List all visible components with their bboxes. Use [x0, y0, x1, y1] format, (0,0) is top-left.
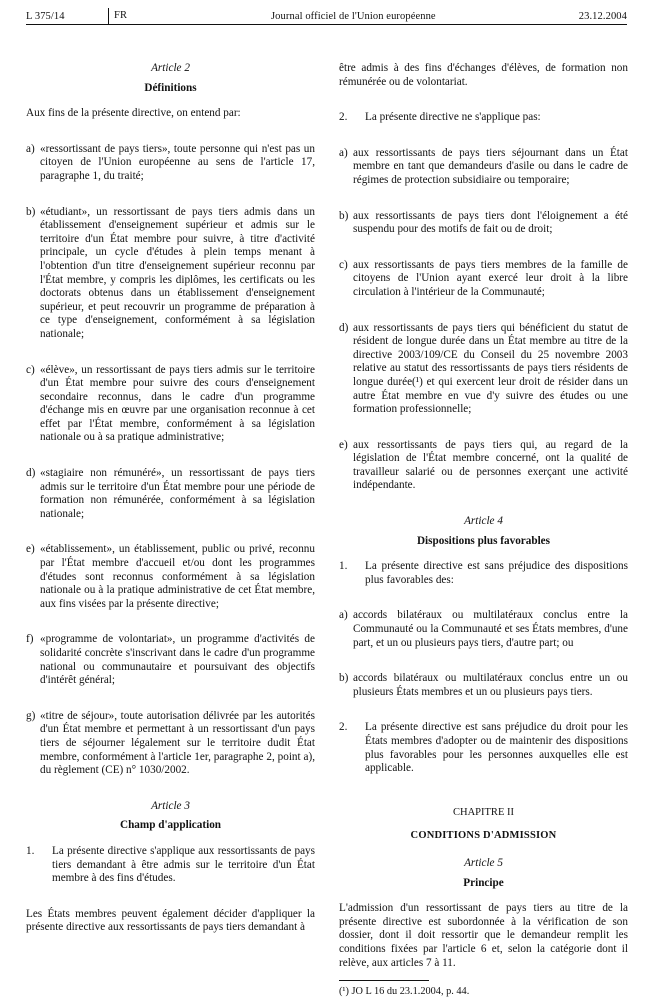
exclusion-item: [339, 147, 628, 188]
article-4-title: Dispositions plus favorables: [416, 534, 551, 547]
paragraph-number: 2.: [339, 111, 348, 124]
item-text: accords bilatéraux ou multilatéraux conclus entre la Communauté ou la Communauté et ses États membres, d'une part, et un ou plusieurs pays tiers, d'autre part; ou: [353, 609, 628, 649]
item-text: «élève», un ressortissant de pays tiers admis sur le territoire d'un État membre pour suivre des cours d'enseignement secondaire reconnus, dans le cadre d'un programme d'échange mis en œuvre par une organisation reconnue à cet effet par l'État membre, conformément à sa législation nationale ou à sa pratique administrative;: [40, 363, 315, 444]
paragraph-text: La présente directive s'applique aux ressortissants de pays tiers demandant à être admis sur le territoire d'un État membre à des fins d'études.: [52, 844, 315, 885]
paragraph-number: 2.: [339, 721, 348, 734]
agreement-item: [339, 609, 628, 650]
right-column: [339, 62, 628, 999]
item-label: f): [26, 633, 34, 646]
item-text: «ressortissant de pays tiers», toute personne qui n'est pas un citoyen de l'Union européenne au sens de l'article 17, paragraphe 1, du traité;: [40, 142, 315, 182]
item-text: accords bilatéraux ou multilatéraux conclus entre un ou plusieurs États membres et un ou plusieurs pays tiers.: [353, 672, 628, 698]
numbered-paragraph: [339, 560, 628, 587]
definition-item: [26, 467, 315, 521]
numbered-paragraph: [26, 845, 315, 886]
item-text: aux ressortissants de pays tiers qui bénéficient du statut de résident de longue durée dans un État membre au titre de la directive 2003/109/CE du Conseil du 25 novembre 2003 relative au statut des ressortissants de pays tiers résidents de longue durée(¹) et qui exercent leur droit de résider dans un autre État membre en vue d'y suivre des études ou une formation professionnelle;: [353, 321, 628, 416]
language-code: FR: [108, 8, 131, 25]
item-text: «stagiaire non rémunéré», un ressortissant de pays tiers admis sur le territoire d'un État membre pour une période de formation non rémunérée, conformément à sa législation nationale;: [40, 467, 315, 520]
chapter-title: CONDITIONS D'ADMISSION: [410, 830, 557, 842]
item-text: «établissement», un établissement, public ou privé, reconnu par l'État membre d'accueil et/ou dont les programmes d'études sont reconnus conformément à sa législation nationale ou à la pratique administrative de cet État membre, aux fins visées par la présente directive;: [40, 543, 315, 610]
article-5-title: Principe: [463, 876, 504, 889]
item-label: a): [339, 609, 348, 622]
article-5-text: L'admission d'un ressortissant de pays tiers au titre de la présente directive est subordonnée à la vérification de son dossier, dont il doit ressortir que le demandeur remplit les conditions fixées par l'article 6 et, selon la catégorie dont il relève, aux articles 7 à 11.: [339, 902, 628, 969]
item-label: g): [26, 709, 36, 722]
paragraph-number: 1.: [339, 560, 348, 573]
exclusion-item: [339, 439, 628, 493]
paragraph-text: La présente directive est sans préjudice du droit pour les États membres d'adopter ou de maintenir des dispositions plus favorables pour les personnes auxquelles elle est applicable.: [365, 721, 628, 775]
footnote: (¹) JO L 16 du 23.1.2004, p. 44.: [339, 986, 470, 998]
definition-item: [26, 143, 315, 184]
item-label: d): [339, 321, 349, 334]
paragraph-text: La présente directive ne s'applique pas:: [365, 111, 541, 124]
agreement-item: [339, 672, 628, 699]
item-text: aux ressortissants de pays tiers séjournant dans un État membre en tant que demandeurs d'asile ou dans le cadre de régimes de protection subsidiaire ou temporaire;: [353, 146, 628, 186]
paragraph-number: 1.: [26, 844, 35, 857]
continuation-paragraph: être admis à des fins d'échanges d'élèves, de formation non rémunérée ou de volontariat.: [339, 62, 628, 88]
item-label: e): [339, 438, 348, 451]
item-label: a): [339, 146, 348, 159]
item-text: aux ressortissants de pays tiers dont l'éloignement a été suspendu pour des motifs de fait ou de droit;: [353, 209, 628, 236]
journal-title: Journal officiel de l'Union européenne: [271, 11, 436, 22]
article-3-paragraph: Les États membres peuvent également décider d'appliquer la présente directive aux ressortissants de pays tiers demandant à: [26, 907, 315, 934]
article-3-title: Champ d'application: [119, 819, 222, 832]
definition-item: [26, 364, 315, 446]
item-text: aux ressortissants de pays tiers membres de la famille de citoyens de l'Union ayant exercé leur droit à la libre circulation à l'intérieur de la Communauté;: [353, 258, 628, 298]
definition-item: [26, 710, 315, 778]
item-label: c): [339, 258, 348, 271]
footnote-rule: [339, 980, 429, 981]
item-label: b): [339, 209, 349, 222]
chapter-label: CHAPITRE II: [453, 806, 514, 818]
item-text: «titre de séjour», toute autorisation délivrée par les autorités d'un État membre et permettant à un ressortissant d'un pays tiers de séjourner légalement sur le territoire dudit État membre, conformément à l'article 1er, paragraphe 2, point a), du règlement (CE) n° 1030/2002.: [40, 709, 315, 777]
numbered-paragraph: [339, 721, 628, 775]
item-text: «étudiant», un ressortissant de pays tiers admis dans un établissement d'enseignement supérieur et admis sur le territoire d'un État membre pour suivre, à titre d'activité principale, un cycle d'études à plein temps menant à l'obtention d'un titre d'enseignement supérieur reconnu par l'État membre, y compris les diplômes, les certificats ou les doctorats obtenus dans un établissement d'enseignement supérieur, et peut recouvrir un programme de préparation à ce type d'enseignement, conformément à sa législation nationale;: [40, 205, 315, 340]
exclusion-item: [339, 322, 628, 417]
numbered-paragraph: [339, 111, 628, 125]
left-column: [26, 62, 315, 935]
article-2-title: Définitions: [144, 81, 197, 94]
article-4-label: Article 4: [464, 515, 503, 528]
item-label: b): [339, 672, 349, 685]
exclusion-item: [339, 210, 628, 237]
header-rule: [26, 24, 627, 25]
item-text: «programme de volontariat», un programme d'activités de solidarité concrète s'inscrivant dans le cadre d'un programme national ou communautaire et poursuivant des objectifs d'intérêt général;: [40, 633, 315, 687]
item-label: a): [26, 142, 35, 155]
item-label: d): [26, 467, 36, 480]
definition-item: [26, 206, 315, 342]
article-2-label: Article 2: [151, 62, 190, 74]
exclusion-item: [339, 259, 628, 300]
item-label: b): [26, 205, 36, 218]
article-3-label: Article 3: [151, 799, 190, 812]
item-label: c): [26, 363, 35, 376]
publication-date: 23.12.2004: [578, 11, 627, 22]
page-reference: L 375/14: [26, 11, 65, 22]
definitions-intro: Aux fins de la présente directive, on entend par:: [26, 107, 241, 120]
article-5-label: Article 5: [464, 856, 503, 869]
item-label: e): [26, 543, 35, 556]
definition-item: [26, 633, 315, 687]
item-text: aux ressortissants de pays tiers qui, au regard de la législation de l'État membre concerné, ont la qualité de travailleur salarié ou de personnes exerçant une activité indépendante.: [353, 438, 628, 492]
paragraph-text: La présente directive est sans préjudice des dispositions plus favorables des:: [365, 560, 628, 586]
definition-item: [26, 543, 315, 611]
